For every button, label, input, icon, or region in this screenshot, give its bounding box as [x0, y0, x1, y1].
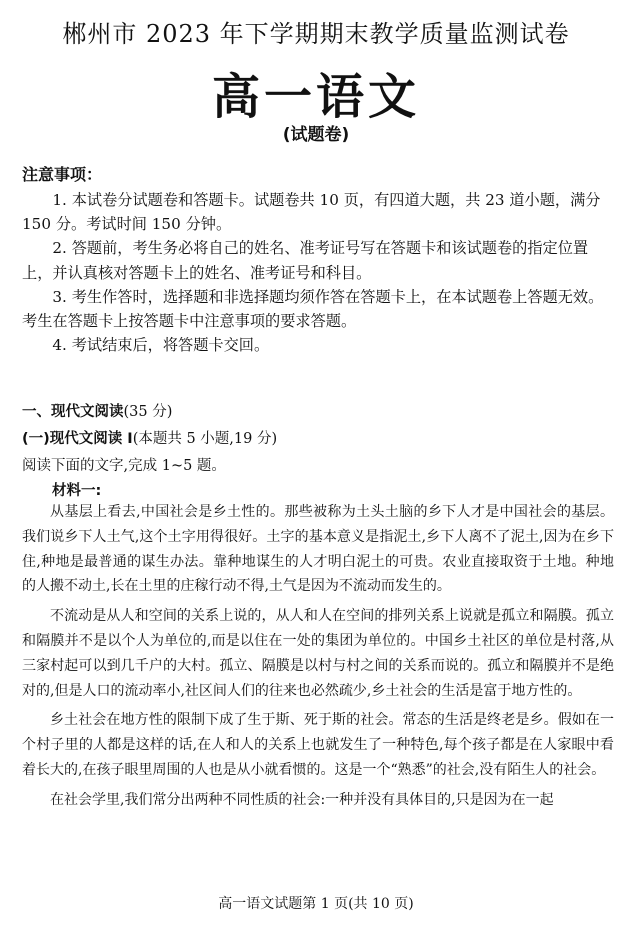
- reading-passage: [22, 500, 614, 818]
- subsection-title: (一)现代文阅读 I: [22, 431, 133, 447]
- passage-paragraph: 从基层上看去,中国社会是乡土性的。那些被称为土头土脑的乡下人才是中国社会的基层。我们说乡下人土气,这个土字用得很好。土字的基本意义是指泥土,乡下人离不了泥土,因为在乡下住,种地是最普通的谋生办法。靠种地谋生的人才明白泥土的可贵。农业直接取资于土地。种地的人搬不动土,长在土里的庄稼行动不得,土气是因为不流动而发生的。: [22, 504, 614, 595]
- section-points: (35 分): [123, 404, 173, 420]
- reading-instruction: 阅读下面的文字,完成 1~5 题。: [22, 458, 226, 474]
- material-label: 材料一:: [52, 483, 102, 499]
- section-title: 一、现代文阅读: [22, 404, 124, 420]
- subsection-points: (本题共 5 小题,19 分): [132, 431, 278, 447]
- notice-item: 1. 本试卷分试题卷和答题卡。试题卷共 10 页，有四道大题，共 23 道小题，满分 150 分。考试时间 150 分钟。: [22, 191, 601, 234]
- section-heading: [22, 400, 172, 421]
- passage-paragraph: 不流动是从人和空间的关系上说的，从人和人在空间的排列关系上说就是孤立和隔膜。孤立和隔膜并不是以个人为单位的,而是以住在一处的集团为单位的。中国乡土社区的单位是村落,从三家村起可以到几千户的大村。孤立、隔膜是以村与村之间的关系而说的。孤立和隔膜并不是绝对的,但是人口的流动率小,社区间人们的往来也必然疏少,乡土社会的生活是富于地方性的。: [22, 608, 614, 699]
- notice-list: [22, 188, 612, 357]
- notice-item: 2. 答题前，考生务必将自己的姓名、准考证号写在答题卡和该试题卷的指定位置上，并认真核对答题卡上的姓名、准考证号和科目。: [22, 239, 589, 282]
- page-footer: 高一语文试题第 1 页(共 10 页): [218, 896, 414, 912]
- exam-title: 郴州市 2023 年下学期期末教学质量监测试卷: [62, 20, 570, 48]
- passage-paragraph: 乡土社会在地方性的限制下成了生于斯、死于斯的社会。常态的生活是终老是乡。假如在一个村子里的人都是这样的话,在人和人的关系上也就发生了一种特色,每个孩子都是在人家眼中看着长大的,在孩子眼里周围的人也是从小就看惯的。这是一个“熟悉”的社会,没有陌生人的社会。: [22, 712, 614, 778]
- passage-paragraph: 在社会学里,我们常分出两种不同性质的社会:一种并没有具体目的,只是因为在一起: [50, 791, 554, 808]
- subsection-heading: [22, 427, 277, 448]
- paper-type-label: (试题卷): [282, 125, 350, 145]
- notice-heading: 注意事项：: [22, 165, 103, 184]
- notice-item: 4. 考试结束后，将答题卡交回。: [52, 336, 270, 355]
- subject-title: 高一语文: [211, 69, 420, 125]
- notice-item: 3. 考生作答时，选择题和非选择题均须作答在答题卡上，在本试题卷上答题无效。考生在答题卡上按答题卡中注意事项的要求答题。: [22, 287, 604, 331]
